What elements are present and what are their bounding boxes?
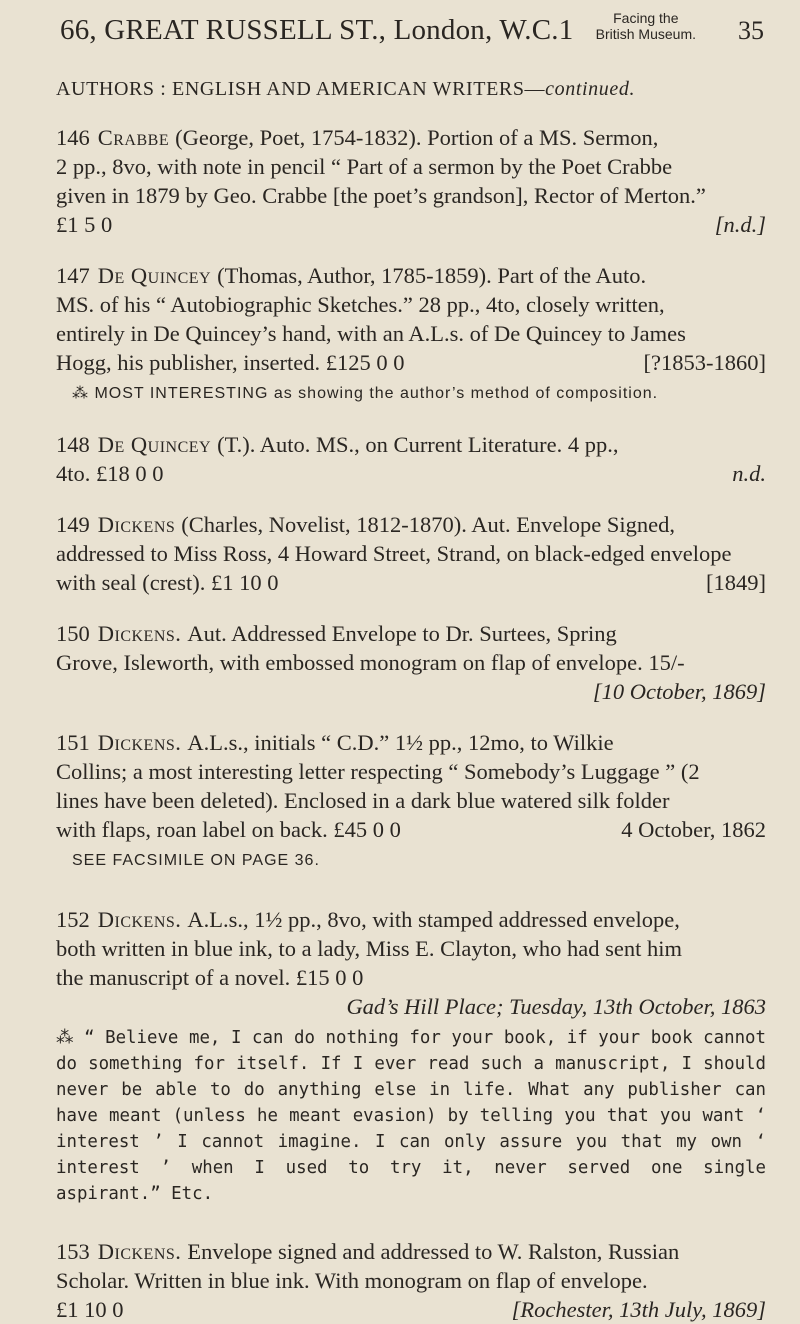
entry-date: [10 October, 1869]	[592, 679, 766, 704]
entry-author: Dickens.	[97, 730, 182, 755]
entry-text: with flaps, roan label on back. £45 0 0	[56, 817, 401, 842]
facing-line-1: Facing the	[613, 10, 679, 26]
entry-text: (Thomas, Author, 1785-1859). Part of the Auto.	[217, 263, 647, 288]
entry-number: 150	[56, 621, 90, 646]
entry-text: given in 1879 by Geo. Crabbe [the poet’s grandson], Rector of Merton.”	[56, 183, 706, 208]
entry-text: MS. of his “ Autobiographic Sketches.” 28 pp., 4to, closely written,	[56, 292, 665, 317]
entry-147	[56, 261, 766, 408]
entry-text: both written in blue ink, to a lady, Miss E. Clayton, who had sent him	[56, 936, 682, 961]
entry-153	[56, 1237, 766, 1324]
page-title: 66, GREAT RUSSELL ST., London, W.C.1	[60, 14, 574, 46]
entry-date: n.d.	[732, 461, 766, 486]
entry-text: A.L.s., 1½ pp., 8vo, with stamped addressed envelope,	[187, 907, 680, 932]
entry-text: Collins; a most interesting letter respecting “ Somebody’s Luggage ” (2	[56, 759, 700, 784]
entry-number: 147	[56, 263, 90, 288]
entry-author: De Quincey	[97, 263, 212, 288]
entry-place-date: Gad’s Hill Place; Tuesday, 13th October, 1863	[346, 994, 766, 1019]
entry-number: 148	[56, 432, 90, 457]
entry-author: Dickens	[97, 512, 176, 537]
entry-text: the manuscript of a novel. £15 0 0	[56, 965, 364, 990]
entry-number: 151	[56, 730, 90, 755]
entry-text: (George, Poet, 1754-1832). Portion of a MS. Sermon,	[175, 125, 659, 150]
entry-149	[56, 510, 766, 597]
facing-note	[596, 10, 696, 42]
entry-text: A.L.s., initials “ C.D.” 1½ pp., 12mo, to Wilkie	[187, 730, 614, 755]
entry-date: [Rochester, 13th July, 1869]	[511, 1297, 766, 1322]
entry-note: SEE FACSIMILE ON PAGE 36.	[72, 852, 320, 869]
entry-text: Scholar. Written in blue ink. With monogram on flap of envelope.	[56, 1268, 648, 1293]
entry-number: 146	[56, 125, 90, 150]
entry-date: [?1853-1860]	[643, 350, 766, 375]
facing-line-2: British Museum.	[595, 26, 696, 42]
section-heading-continued: continued.	[545, 78, 636, 100]
entry-150	[56, 619, 766, 706]
entry-date: [n.d.]	[714, 212, 766, 237]
entry-text: Envelope signed and addressed to W. Ralston, Russian	[187, 1239, 680, 1264]
entry-author: Crabbe	[97, 125, 170, 150]
entry-author: Dickens.	[97, 907, 182, 932]
entry-number: 153	[56, 1239, 90, 1264]
entry-text: (Charles, Novelist, 1812-1870). Aut. Envelope Signed,	[181, 512, 675, 537]
entry-text: addressed to Miss Ross, 4 Howard Street, Strand, on black-edged envelope	[56, 541, 732, 566]
entry-price: £1 5 0	[56, 212, 113, 237]
entry-number: 149	[56, 512, 90, 537]
entry-152	[56, 905, 766, 1207]
entry-author: Dickens.	[97, 1239, 182, 1264]
entry-151	[56, 728, 766, 875]
entry-text: Aut. Addressed Envelope to Dr. Surtees, Spring	[187, 621, 617, 646]
entry-text: entirely in De Quincey’s hand, with an A.L.s. of De Quincey to James	[56, 321, 686, 346]
page-number: 35	[738, 16, 764, 45]
entry-date: 4 October, 1862	[621, 817, 766, 842]
section-heading	[56, 78, 766, 101]
entry-author: De Quincey	[97, 432, 212, 457]
entry-text: Grove, Isleworth, with embossed monogram on flap of envelope. 15/-	[56, 650, 685, 675]
entry-text: £1 10 0	[56, 1297, 124, 1322]
entry-text: (T.). Auto. MS., on Current Literature. 4 pp.,	[217, 432, 619, 457]
entry-text: lines have been deleted). Enclosed in a dark blue watered silk folder	[56, 788, 670, 813]
entry-quote: ⁂ “ Believe me, I can do nothing for your book, if your book cannot do something for itself. If I ever read such a manuscript, I should never be able to do anything else in life. What any publisher can have meant (unless he meant evasion) by telling you that you want ‘ interest ’ I cannot imagine. I can only assure you that my own ‘ interest ’ when I used to try it, never served one single aspirant.” Etc.	[56, 1028, 766, 1204]
entry-date: [1849]	[706, 570, 766, 595]
entry-146	[56, 123, 766, 239]
entry-text: with seal (crest). £1 10 0	[56, 570, 279, 595]
entry-text: Hogg, his publisher, inserted. £125 0 0	[56, 350, 405, 375]
entry-note: ⁂ MOST INTERESTING as showing the author’s method of composition.	[72, 385, 659, 402]
entry-number: 152	[56, 907, 90, 932]
entry-text: 4to. £18 0 0	[56, 461, 164, 486]
page-header	[56, 8, 766, 66]
entry-author: Dickens.	[97, 621, 182, 646]
section-heading-main: AUTHORS : ENGLISH AND AMERICAN WRITERS—	[56, 78, 546, 100]
entry-148	[56, 430, 766, 488]
entry-text: 2 pp., 8vo, with note in pencil “ Part of a sermon by the Poet Crabbe	[56, 154, 673, 179]
